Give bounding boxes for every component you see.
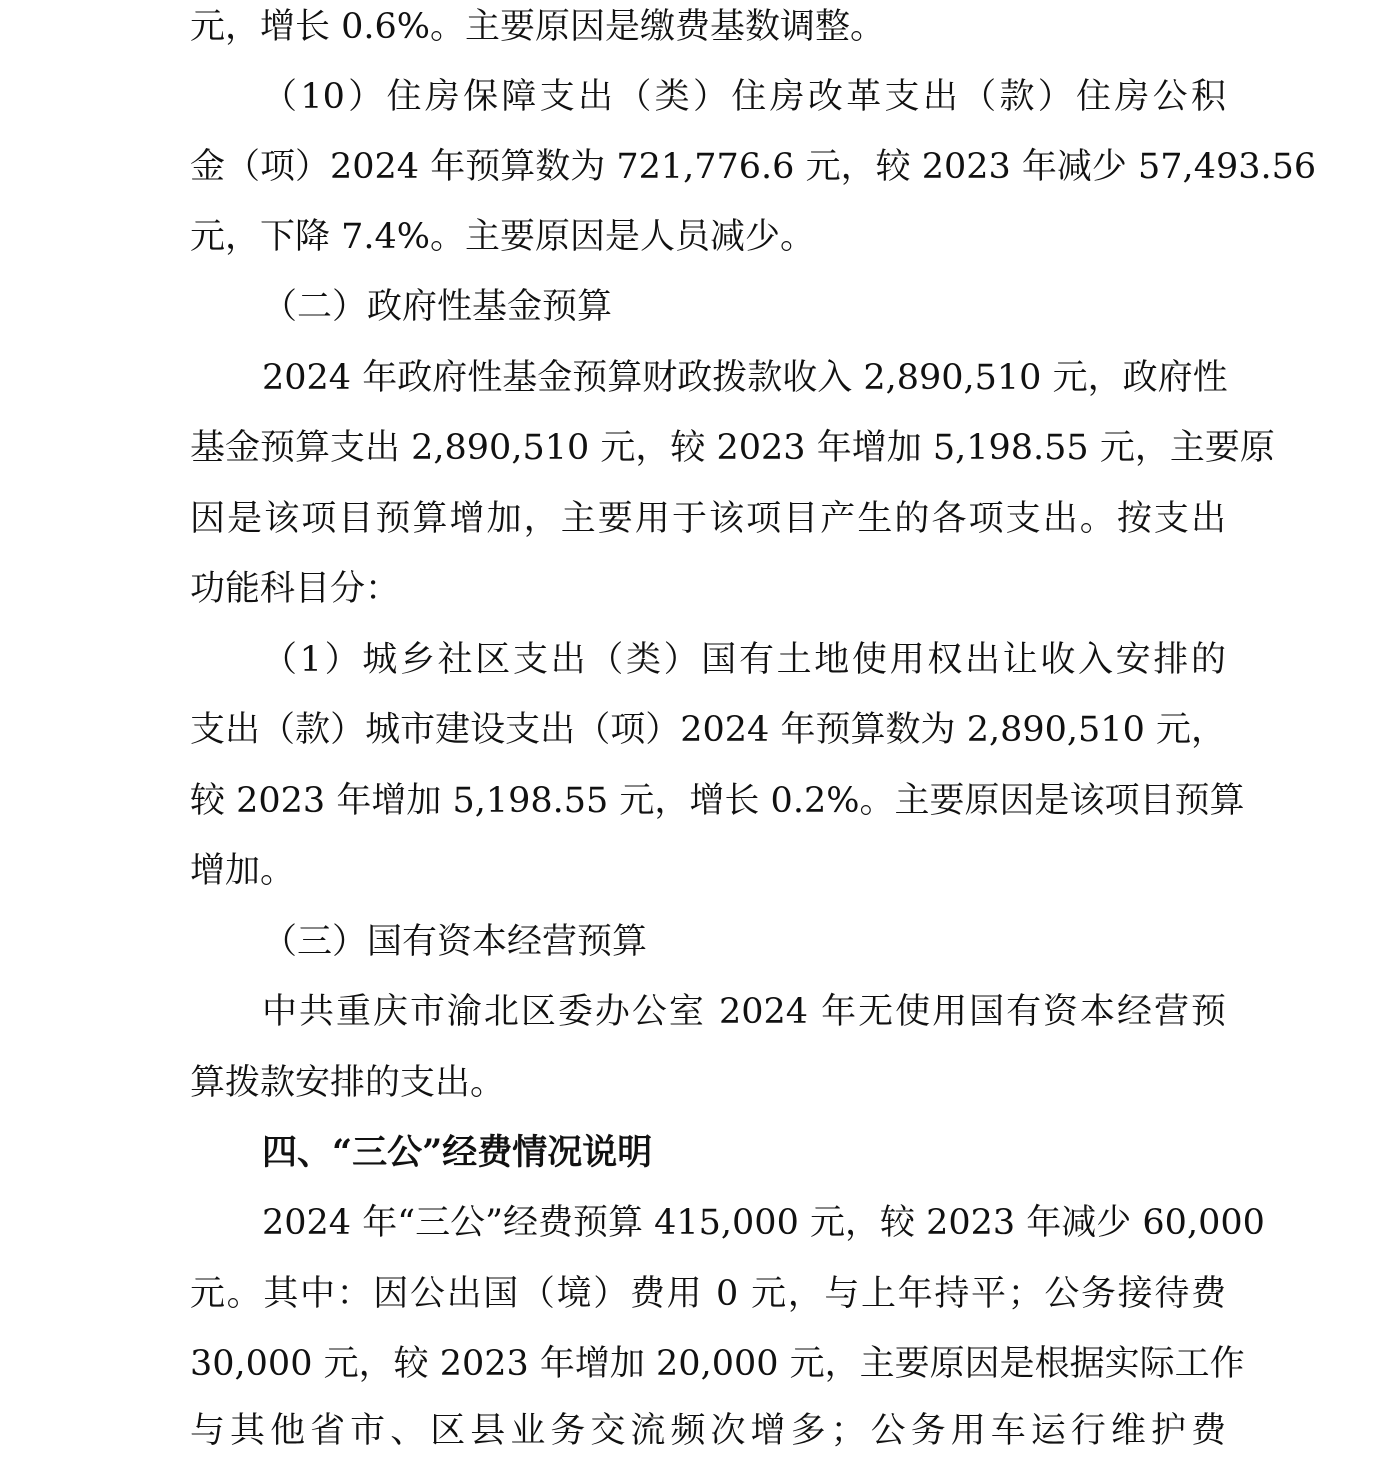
paragraph-line: 元，增长 0.6%。主要原因是缴费基数调整。	[190, 7, 886, 47]
paragraph-line: 2024 年“三公”经费预算 415,000 元，较 2023 年减少 60,000	[262, 1203, 1265, 1243]
section-heading: （二）政府性基金预算	[262, 287, 613, 327]
paragraph-line: 2024 年政府性基金预算财政拨款收入 2,890,510 元，政府性	[262, 358, 1228, 398]
paragraph-line: 金（项）2024 年预算数为 721,776.6 元，较 2023 年减少 57,493.56	[190, 147, 1317, 187]
section-heading: （三）国有资本经营预算	[262, 922, 648, 962]
paragraph-line: （1）城乡社区支出（类）国有土地使用权出让收入安排的	[262, 640, 1226, 680]
paragraph-line: 增加。	[190, 851, 296, 891]
paragraph-line: （10）住房保障支出（类）住房改革支出（款）住房公积	[262, 77, 1226, 117]
paragraph-line: 基金预算支出 2,890,510 元，较 2023 年增加 5,198.55 元，主要原	[190, 428, 1275, 468]
paragraph-line: 30,000 元，较 2023 年增加 20,000 元，主要原因是根据实际工作	[190, 1344, 1245, 1384]
paragraph-line: 与其他省市、区县业务交流频次增多；公务用车运行维护费	[190, 1411, 1226, 1451]
paragraph-line: 较 2023 年增加 5,198.55 元，增长 0.2%。主要原因是该项目预算	[190, 781, 1245, 821]
paragraph-line: 支出（款）城市建设支出（项）2024 年预算数为 2,890,510 元，	[190, 710, 1226, 750]
chapter-heading: 四、“三公”经费情况说明	[262, 1132, 653, 1173]
paragraph-line: 功能科目分：	[190, 569, 401, 609]
paragraph-line: 因是该项目预算增加，主要用于该项目产生的各项支出。按支出	[190, 499, 1226, 539]
paragraph-line: 算拨款安排的支出。	[190, 1063, 506, 1103]
paragraph-line: 中共重庆市渝北区委办公室 2024 年无使用国有资本经营预	[262, 992, 1226, 1032]
paragraph-line: 元，下降 7.4%。主要原因是人员减少。	[190, 217, 816, 257]
paragraph-line: 元。其中：因公出国（境）费用 0 元，与上年持平；公务接待费	[190, 1274, 1226, 1314]
